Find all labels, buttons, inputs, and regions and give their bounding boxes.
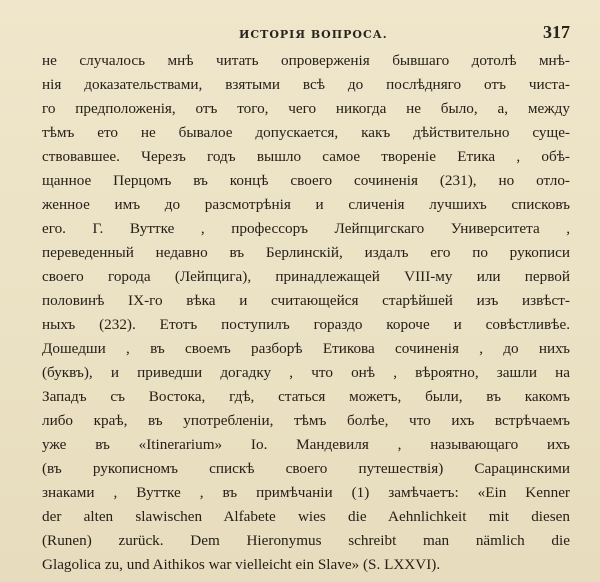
text-line: нія доказательствами, взятыми всѣ до послѣдняго отъ чиста- xyxy=(42,76,570,93)
text-line: тѣмъ ето не бывалое допускается, какъ дѣйствительно суще- xyxy=(42,124,570,141)
text-line: Glagolica zu, und Aithikos war vielleicht ein Slave» (S. LXXVI). xyxy=(42,556,441,573)
text-line: ныхъ (232). Етотъ поступилъ гораздо короче и совѣстливѣе. xyxy=(42,316,570,333)
text-line: женное имъ до разсмотрѣнія и сличенія лучшихъ списковъ xyxy=(42,196,570,213)
text-line: не случалось мнѣ читать опроверженія бывшаго дотолѣ мнѣ- xyxy=(42,52,570,69)
text-line: уже въ «Itinerarium» Io. Мандевиля , называющаго ихъ xyxy=(42,436,570,453)
text-line: Западъ съ Востока, гдѣ, статься можетъ, были, въ какомъ xyxy=(42,388,570,405)
text-line: знаками , Вуттке , въ примѣчаніи (1) замѣчаетъ: «Ein Kenner xyxy=(42,484,570,501)
text-line: своего города (Лейпцига), принадлежащей VIII-му или первой xyxy=(42,268,570,285)
text-line: der alten slawischen Alfabete wies die Aehnlichkeit mit diesen xyxy=(42,508,570,525)
text-line: (буквъ), и приведши догадку , что онѣ , вѣроятно, зашли на xyxy=(42,364,570,381)
text-line: го предположенія, отъ того, чего никогда не было, а, между xyxy=(42,100,570,117)
text-line: ствовавшее. Черезъ годъ вышло самое твореніе Етика , обѣ- xyxy=(42,148,570,165)
text-line: его. Г. Вуттке , профессоръ Лейпцигскаго Университета , xyxy=(42,220,570,237)
page-number: 317 xyxy=(543,22,570,42)
text-line: переведенный недавно въ Берлинскій, издалъ его по рукописи xyxy=(42,244,570,261)
text-line: (Runen) zurück. Dem Hieronymus schreibt man nämlich die xyxy=(42,532,570,549)
text-line: либо краѣ, въ употребленіи, тѣмъ болѣе, что ихъ встрѣчаемъ xyxy=(42,412,570,429)
text-line: Дошедши , въ своемъ разборѣ Етикова сочиненія , до нихъ xyxy=(42,340,570,357)
text-line: щанное Перцомъ въ концѣ своего сочиненія (231), но отло- xyxy=(42,172,570,189)
text-line: половинѣ IX-го вѣка и считающейся старѣйшей изъ извѣст- xyxy=(42,292,570,309)
text-line: (въ рукописномъ спискѣ своего путешествія) Сарацинскими xyxy=(42,460,570,477)
running-title: ИСТОРІЯ ВОПРОСА. xyxy=(239,28,388,41)
